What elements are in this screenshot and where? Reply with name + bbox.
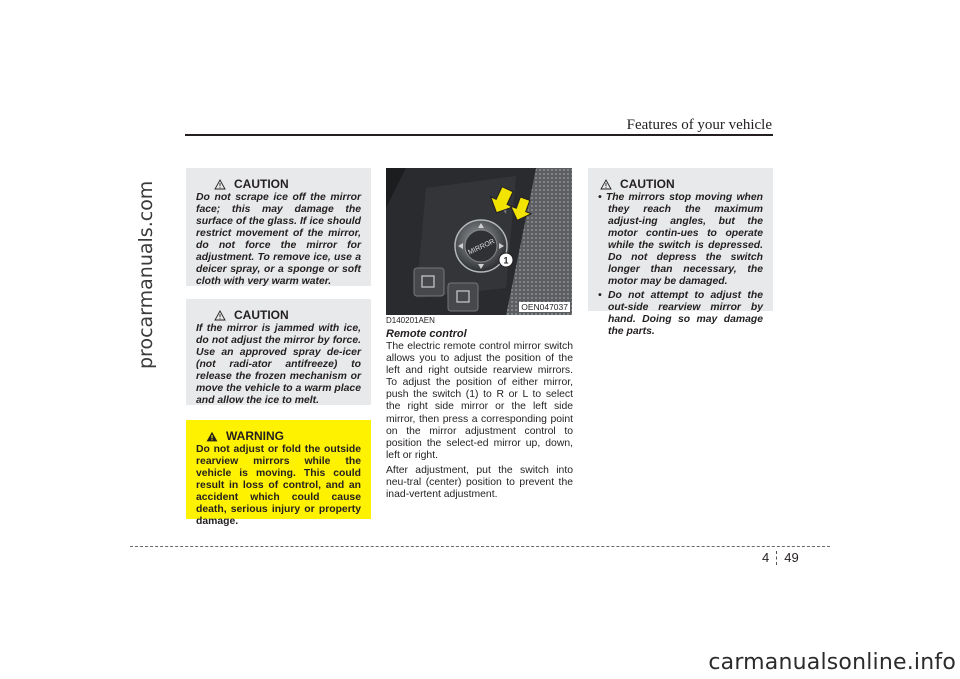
caution-heading bbox=[598, 177, 763, 191]
callout-marker bbox=[499, 253, 513, 267]
warning-heading bbox=[196, 429, 361, 443]
remote-control-section bbox=[386, 316, 573, 504]
callout-number: 1 bbox=[503, 255, 509, 266]
page-number bbox=[762, 550, 799, 565]
side-watermark: procarmanuals.com bbox=[135, 180, 157, 369]
list-item: • The mirrors stop moving when they reach the maximum adjust-ing angles, but the motor contin-ues to operate while the switch is depressed. Do not depress the switch longer than necessary, the motor may be damaged. bbox=[598, 192, 763, 287]
switch-label: MIRROR bbox=[467, 238, 496, 257]
caution-box-jammed-mirror bbox=[186, 299, 371, 405]
section-subheading: Remote control bbox=[386, 328, 467, 340]
header-rule bbox=[185, 134, 773, 136]
footer-dashed-rule bbox=[130, 546, 830, 547]
caution-body: Do not scrape ice off the mirror face; this may damage the surface of the glass. If ice should restrict movement of the mirror, do not force the mirror for adjustment. To remove ice, use a deicer spray, or a sponge or soft cloth with very warm water. bbox=[196, 192, 361, 287]
mirror-switch-photo bbox=[386, 168, 572, 315]
caution-heading bbox=[196, 177, 361, 191]
warning-triangle-icon bbox=[206, 431, 218, 442]
chapter-number: 4 bbox=[762, 550, 770, 565]
section-title: Features of your vehicle bbox=[626, 117, 772, 133]
caution-box-mirror-motor bbox=[588, 168, 773, 337]
mirror-switch-illustration bbox=[386, 168, 572, 315]
caution-box-ice-scraping bbox=[186, 168, 371, 286]
body-paragraph: After adjustment, put the switch into neu-tral (center) position to prevent the inad-vertent adjustment. bbox=[386, 464, 573, 501]
caution-title: CAUTION bbox=[234, 308, 289, 322]
section-code: D140201AEN bbox=[386, 316, 435, 325]
image-code: OEN047037 bbox=[521, 302, 568, 312]
page-number-value: 49 bbox=[784, 550, 799, 565]
warning-box bbox=[186, 420, 371, 527]
page-number-divider bbox=[776, 551, 777, 565]
caution-title: CAUTION bbox=[620, 177, 675, 191]
warning-title: WARNING bbox=[226, 429, 284, 443]
caution-bullet-list bbox=[598, 192, 763, 338]
body-paragraph: The electric remote control mirror switch allows you to adjust the position of the left and right outside rearview mirrors. To adjust the position of either mirror, push the switch (1) to R or L to select the right side mirror or the left side mirror, then press a corresponding point on the mirror adjustment control to position the select-ed mirror up, down, left or right. bbox=[386, 341, 573, 461]
caution-heading bbox=[196, 308, 361, 322]
caution-triangle-icon bbox=[214, 310, 226, 321]
caution-triangle-icon bbox=[600, 179, 612, 190]
warning-body: Do not adjust or fold the outside rearview mirrors while the vehicle is moving. This could result in loss of control, and an accident which could cause death, serious injury or property damage. bbox=[196, 444, 361, 527]
list-item: • Do not attempt to adjust the out-side rearview mirror by hand. Doing so may damage the parts. bbox=[598, 290, 763, 337]
caution-body: If the mirror is jammed with ice, do not adjust the mirror by force. Use an approved spray de-icer (not radi-ator antifreeze) to release the frozen mechanism or move the vehicle to a warm place and allow the ice to melt. bbox=[196, 323, 361, 406]
caution-title: CAUTION bbox=[234, 177, 289, 191]
caution-triangle-icon bbox=[214, 179, 226, 190]
footer-watermark: carmanualsonline.info bbox=[708, 650, 956, 675]
